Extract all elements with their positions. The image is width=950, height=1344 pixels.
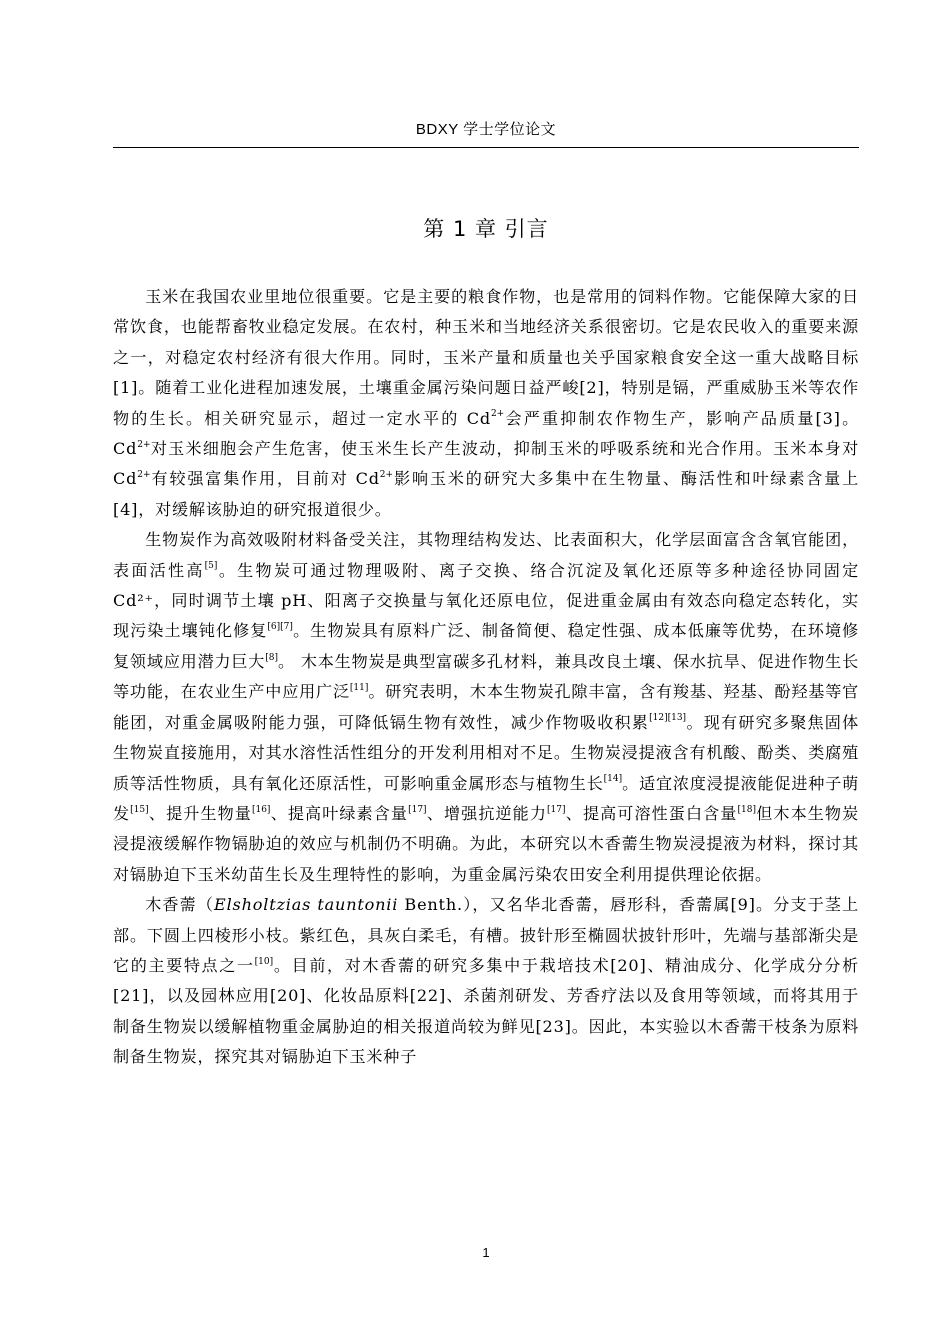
body-text xyxy=(113,282,859,1073)
text-segment: 、提升生物量 xyxy=(148,803,252,823)
paragraph xyxy=(113,282,859,525)
chapter-title: 第 1 章 引言 xyxy=(423,217,549,241)
text-segment: 生物炭作为高效吸附材料备受关注，其物理结构发达、比表面积大，化学层面富含含氧官能团，表面活性高 xyxy=(113,530,859,580)
citation-superscript: [5] xyxy=(204,561,218,572)
citation-superscript: [14] xyxy=(603,774,623,785)
species-name: Elsholtzias tauntonii xyxy=(214,895,399,915)
text-segment: 。现有研究多聚焦固体生物炭直接施用，对其水溶性活性组分的开发利用相对不足。生物炭浸提液含有机酸、酚类、类腐殖质等活性物质，具有氧化还原活性，可影响重金属形态与植物生长 xyxy=(113,712,859,793)
citation-superscript: 2+ xyxy=(137,439,151,450)
text-segment: 玉米在我国农业里地位很重要。它是主要的粮食作物，也是常用的饲料作物。它能保障大家的日常饮食，也能帮畜牧业稳定发展。在农村，种玉米和当地经济关系很密切。它是农民收入的重要来源之一，对稳定农村经济有很大作用。同时，玉米产量和质量也关乎国家粮食安全这一重大战略目标[1]。随着工业化进程加速发展，土壤重金属污染问题日益严峻[2]，特别是镉，严重威胁玉米等农作物的生长。相关研究显示，超过一定水平的 Cd xyxy=(113,287,859,428)
citation-superscript: [10] xyxy=(254,956,274,967)
citation-superscript: [8] xyxy=(265,652,278,663)
paragraph xyxy=(113,890,859,1072)
citation-superscript: [15] xyxy=(130,804,149,815)
text-segment: 木香薷（ xyxy=(145,895,215,915)
text-segment: 、增强抗逆能力 xyxy=(426,803,548,823)
text-segment: 、提高叶绿素含量 xyxy=(270,803,409,823)
text-segment: 对玉米细胞会产生危害，使玉米生长产生波动，抑制玉米的呼吸系统和光合作用。玉米本身对 Cd xyxy=(113,439,859,489)
text-segment: 、提高可溶性蛋白含量 xyxy=(565,803,738,823)
citation-superscript: [17] xyxy=(547,804,566,815)
citation-superscript: [6][7] xyxy=(267,622,293,633)
citation-superscript: [17] xyxy=(408,804,427,815)
citation-superscript: [18] xyxy=(737,804,756,815)
text-segment: 。生物炭可通过物理吸附、离子交换、络合沉淀及氧化还原等多种途径协同固定 Cd²⁺，同时调节土壤 pH、阳离子交换量与氧化还原电位，促进重金属由有效态向稳定态转化，实现污染土壤钝化修复 xyxy=(113,560,859,641)
text-segment: 会严重抑制农作物生产，影响产品质量[3]。Cd xyxy=(113,408,859,459)
text-segment: 。目前，对木香薷的研究多集中于栽培技术[20]、精油成分、化学成分分析[21]，以及园林应用[20]、化妆品原料[22]、杀菌剂研发、芳香疗法以及食用等领域，而将其用于制备生物炭以缓解植物重金属胁迫的相关报道尚较为鲜见[23]。因此，本实验以木香薷干枝条为原料制备生物炭，探究其对镉胁迫下玉米种子 xyxy=(113,955,859,1067)
text-segment: 影响玉米的研究大多集中在生物量、酶活性和叶绿素含量上[4]，对缓解该胁迫的研究报道很少。 xyxy=(113,469,859,519)
citation-superscript: 2+ xyxy=(490,409,505,420)
text-segment: 但木本生物炭浸提液缓解作物镉胁迫的效应与机制仍不明确。为此，本研究以木香薷生物炭浸提液为材料，探讨其对镉胁迫下玉米幼苗生长及生理特性的影响，为重金属污染农田安全利用提供理论依据。 xyxy=(113,803,859,884)
page-number: 1 xyxy=(482,1245,490,1260)
text-segment: 。研究表明，木本生物炭孔隙丰富，含有羧基、羟基、酚羟基等官能团，对重金属吸附能力强，可降低镉生物有效性，减少作物吸收积累 xyxy=(113,682,860,732)
text-segment: 。生物炭具有原料广泛、制备简便、稳定性强、成本低廉等优势，在环境修复领域应用潜力巨大 xyxy=(113,621,859,671)
citation-superscript: 2+ xyxy=(379,470,394,481)
page-header: BDXY 学士学位论文 xyxy=(415,121,557,138)
citation-superscript: 2+ xyxy=(137,470,151,481)
header-divider xyxy=(113,147,859,148)
text-segment: 有较强富集作用，目前对 Cd xyxy=(150,469,380,489)
citation-superscript: [11] xyxy=(349,682,369,693)
paragraph xyxy=(113,525,859,890)
text-segment: 。 木本生物炭是典型富碳多孔材料，兼具改良土壤、保水抗旱、促进作物生长等功能，在农业生产中应用广泛 xyxy=(113,651,859,702)
text-segment: Benth.），又名华北香薷，唇形科，香薷属[9]。分支于茎上部。下圆上四棱形小枝。紫红色，具灰白柔毛，有槽。披针形至椭圆状披针形叶，先端与基部渐尖是它的主要特点之一 xyxy=(113,895,860,975)
citation-superscript: [16] xyxy=(251,804,271,815)
citation-superscript: [12][13] xyxy=(649,713,687,724)
text-segment: 。适宜浓度浸提液能促进种子萌发 xyxy=(113,773,860,823)
